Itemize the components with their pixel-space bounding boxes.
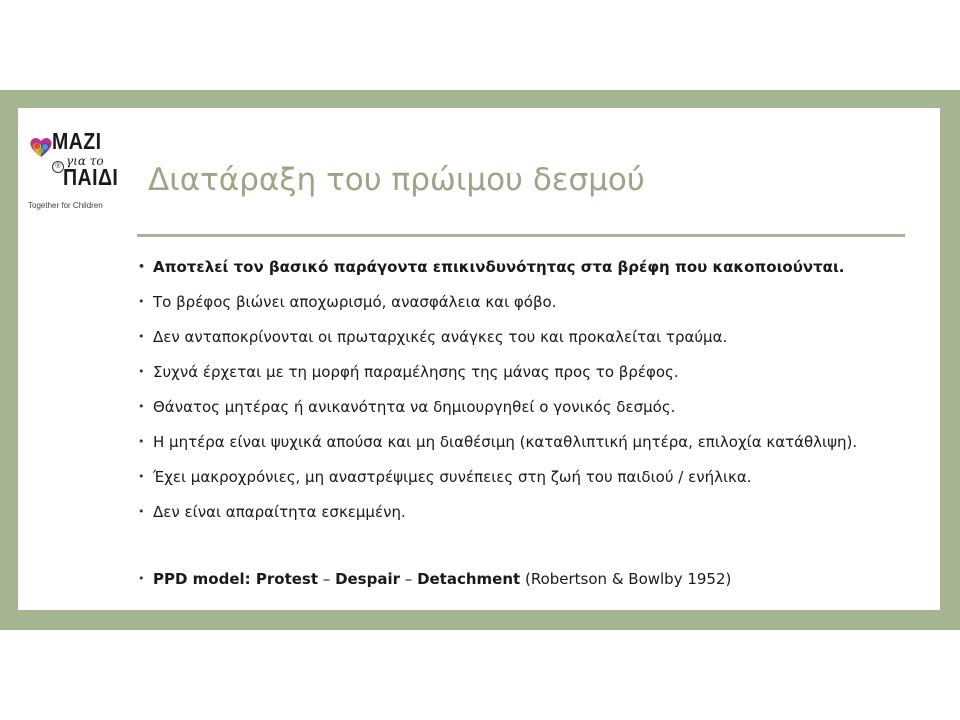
bullet-item: • Η μητέρα είναι ψυχικά απούσα και μη διαθέσιμη (καταθλιπτική μητέρα, επιλοχία κατάθλιψη). xyxy=(137,432,903,452)
registered-mark: ® xyxy=(52,161,64,173)
logo-word-paidi: ΠΑΙΔΙ xyxy=(63,164,119,190)
bullet-item: • Δεν ανταποκρίνονται οι πρωταρχικές ανάγκες του και προκαλείται τραύμα. xyxy=(137,327,903,347)
logo-word-mazi: ΜΑΖΙ xyxy=(52,128,102,154)
bullet-item: • Το βρέφος βιώνει αποχωρισμό, ανασφάλεια και φόβο. xyxy=(137,292,903,312)
model-detachment: Detachment xyxy=(417,570,521,588)
logo-tagline: Together for Children xyxy=(28,201,103,210)
bullet-item: • Έχει μακροχρόνιες, μη αναστρέψιμες συνέπειες στη ζωή του παιδιού / ενήλικα. xyxy=(137,467,903,487)
bullet-list xyxy=(137,242,903,589)
model-label: PPD model: Protest xyxy=(153,570,319,588)
bullet-item: • Θάνατος μητέρας ή ανικανότητα να δημιουργηθεί ο γονικός δεσμός. xyxy=(137,397,903,417)
model-dash: – xyxy=(318,570,336,588)
title-divider xyxy=(137,234,905,237)
model-despair: Despair xyxy=(335,570,401,588)
bullet-item-model xyxy=(137,569,903,589)
bullet-item: • Αποτελεί τον βασικό παράγοντα επικινδυνότητας στα βρέφη που κακοποιούνται. xyxy=(137,257,903,277)
logo xyxy=(28,130,128,230)
bullet-item: • Δεν είναι απαραίτητα εσκεμμένη. xyxy=(137,502,903,522)
slide-frame xyxy=(0,90,960,630)
bullet-item: • Συχνά έρχεται με τη μορφή παραμέλησης της μάνας προς το βρέφος. xyxy=(137,362,903,382)
slide-title: Διατάραξη του πρώιμου δεσμού xyxy=(148,162,645,198)
model-dash: – xyxy=(400,570,418,588)
slide xyxy=(18,108,940,610)
heart-logo-icon xyxy=(28,134,54,160)
logo-script: για το xyxy=(66,154,104,168)
model-citation: (Robertson & Bowlby 1952) xyxy=(520,570,732,588)
